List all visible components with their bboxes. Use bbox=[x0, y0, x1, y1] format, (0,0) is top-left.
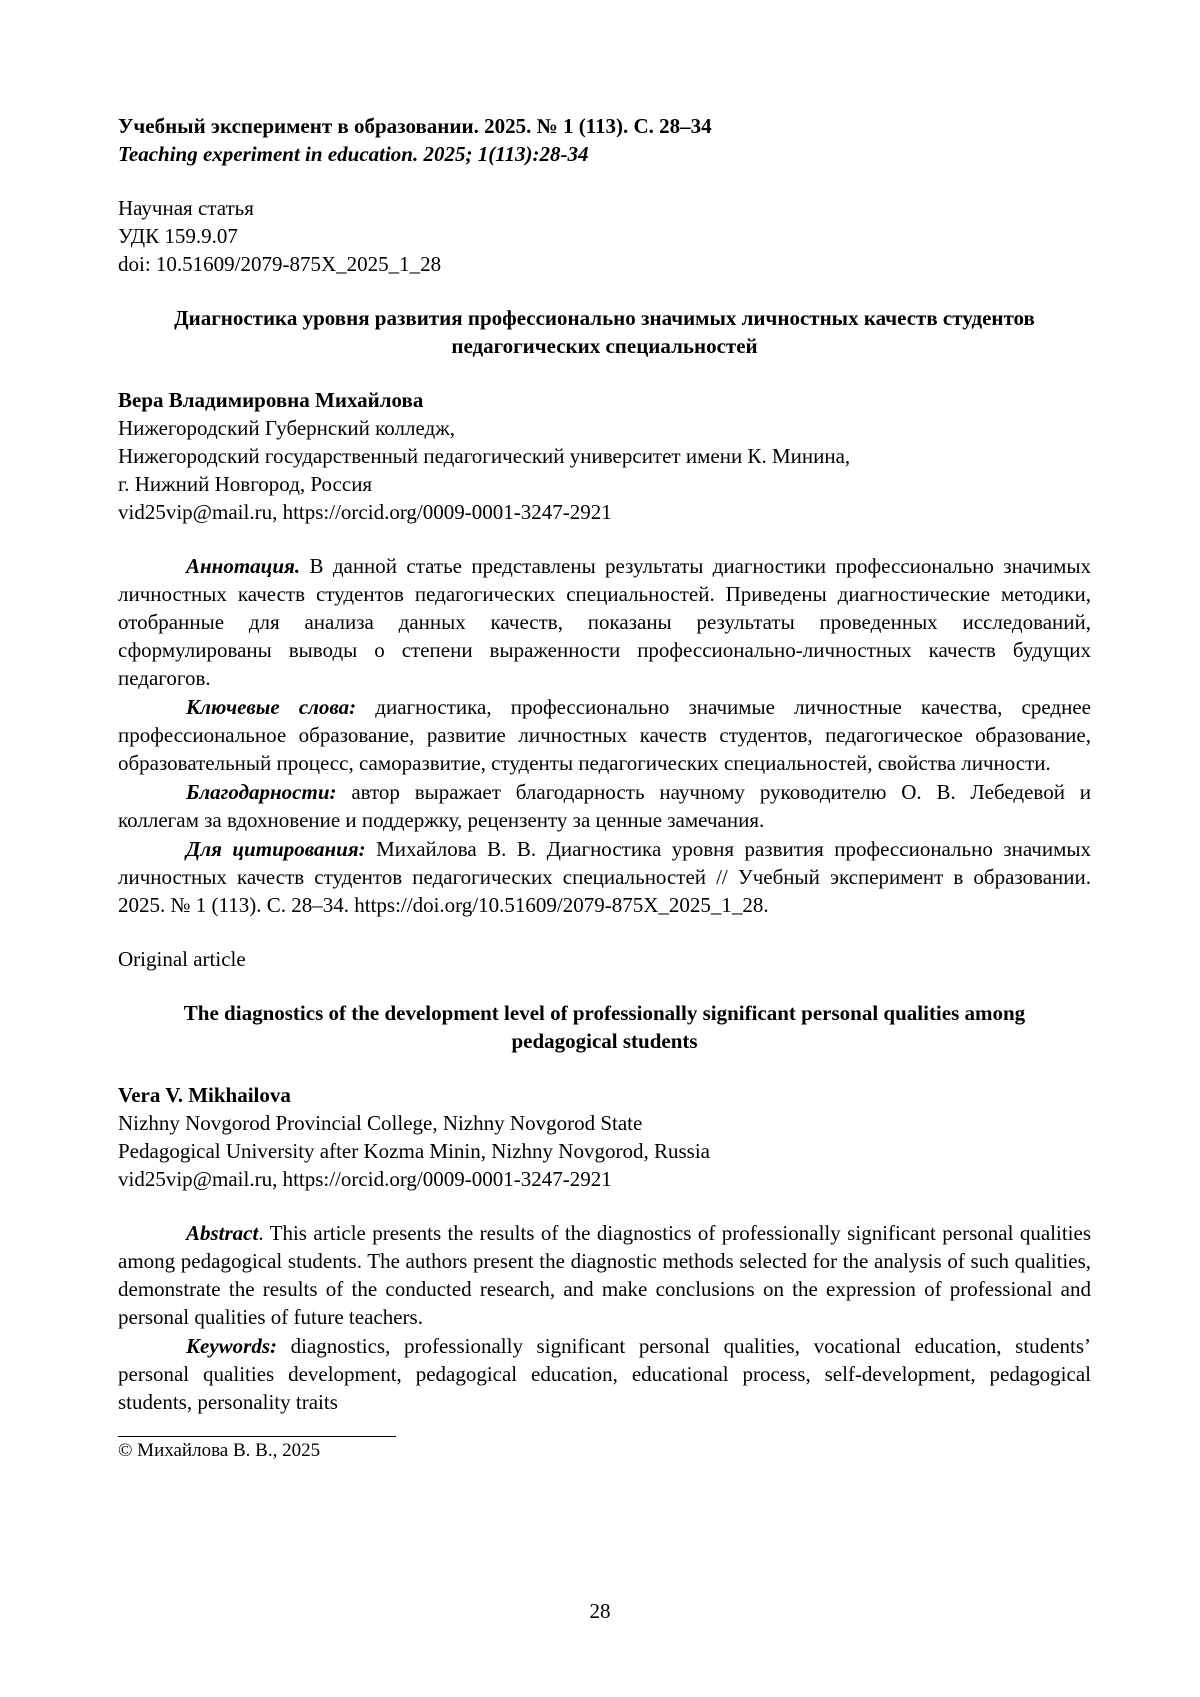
abstract-text-en: . This article presents the results of the diagnostics of professionally significant personal qualities among pedagogical students. The authors present the diagnostic methods selected for the analysis of such qualities, demonstrate the results of the conducted research, and make conclusions on the expression of professional and personal qualities of future teachers. bbox=[118, 1221, 1091, 1329]
author-contacts-en: vid25vip@mail.ru, https://orcid.org/0009-0001-3247-2921 bbox=[118, 1167, 612, 1191]
citation-text-ru: Михайлова В. В. Диагностика уровня развития профессионально значимых личностных качеств студентов педагогических специальностей // Учебный эксперимент в образовании. 2025. № 1 (113). С. 28–34. https://doi.org/10.51609/2079-875X_2025_1_28. bbox=[118, 837, 1092, 917]
page-number: 28 bbox=[589, 1599, 611, 1623]
citation-label-ru: Для цитирования: bbox=[186, 837, 366, 861]
acknowledgements-ru bbox=[118, 778, 1091, 834]
abstract-label-en: Abstract bbox=[186, 1221, 259, 1245]
acknowledgements-text-ru: автор выражает благодарность научному руководителю О. В. Лебедевой и коллегам за вдохновение и поддержку, рецензенту за ценные замечания. bbox=[118, 780, 1091, 832]
affiliation-en-1: Nizhny Novgorod Provincial College, Nizhny Novgorod State bbox=[118, 1111, 643, 1135]
udc-code: УДК 159.9.07 bbox=[118, 224, 238, 248]
footnote-divider bbox=[118, 1436, 396, 1437]
affiliation-ru-3: г. Нижний Новгород, Россия bbox=[118, 472, 373, 496]
keywords-en bbox=[118, 1332, 1091, 1416]
journal-citation-en: Teaching experiment in education. 2025; 1(113):28-34 bbox=[118, 142, 589, 166]
abstract-en bbox=[118, 1219, 1091, 1331]
doi: doi: 10.51609/2079-875X_2025_1_28 bbox=[118, 252, 442, 276]
author-contacts-ru: vid25vip@mail.ru, https://orcid.org/0009-0001-3247-2921 bbox=[118, 500, 612, 524]
journal-citation-ru: Учебный эксперимент в образовании. 2025. № 1 (113). С. 28–34 bbox=[118, 114, 712, 138]
author-name-en: Vera V. Mikhailova bbox=[118, 1083, 291, 1107]
abstract-text-ru: В данной статье представлены результаты диагностики профессионально значимых личностных качеств студентов педагогических специальностей. Приведены диагностические методики, отобранные для анализа данных качеств, показаны результаты проведенных исследований, сформулированы выводы о степени выраженности профессионально-личностных качеств будущих педагогов. bbox=[118, 554, 1091, 690]
keywords-label-en: Keywords: bbox=[186, 1334, 277, 1358]
article-title-ru: Диагностика уровня развития профессионально значимых личностных качеств студентов педагогических специальностей bbox=[174, 306, 1035, 358]
acknowledgements-label-ru: Благодарности: bbox=[186, 780, 337, 804]
article-type-ru: Научная статья bbox=[118, 196, 254, 220]
page-content bbox=[118, 112, 1091, 1463]
keywords-text-en: diagnostics, professionally significant personal qualities, vocational education, students’ personal qualities development, pedagogical education, educational process, self-development, pedagogical students, personality traits bbox=[118, 1334, 1091, 1414]
copyright-footnote: © Михайлова В. В., 2025 bbox=[118, 1440, 321, 1461]
abstract-label-ru: Аннотация. bbox=[186, 554, 301, 578]
affiliation-ru-2: Нижегородский государственный педагогический университет имени К. Минина, bbox=[118, 444, 851, 468]
keywords-ru bbox=[118, 693, 1091, 777]
citation-ru bbox=[118, 835, 1091, 919]
keywords-text-ru: диагностика, профессионально значимые личностные качества, среднее профессиональное образование, развитие личностных качеств студентов, педагогическое образование, образовательный процесс, саморазвитие, студенты педагогических специальностей, свойства личности. bbox=[118, 695, 1091, 775]
affiliation-en-2: Pedagogical University after Kozma Minin, Nizhny Novgorod, Russia bbox=[118, 1139, 710, 1163]
abstract-ru bbox=[118, 552, 1091, 692]
keywords-label-ru: Ключевые слова: bbox=[186, 695, 357, 719]
article-type-en: Original article bbox=[118, 947, 246, 971]
affiliation-ru-1: Нижегородский Губернский колледж, bbox=[118, 416, 455, 440]
article-title-en: The diagnostics of the development level of professionally significant personal qualities among pedagogical students bbox=[183, 1001, 1026, 1053]
author-name-ru: Вера Владимировна Михайлова bbox=[118, 388, 424, 412]
